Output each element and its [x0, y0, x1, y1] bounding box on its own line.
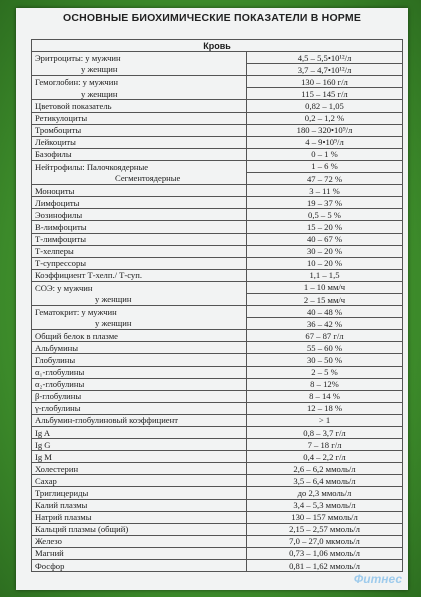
row-value: 55 – 60 % [247, 342, 403, 354]
row-value: 2 – 5 % [247, 366, 403, 378]
table-row [32, 451, 403, 463]
row-value: > 1 [247, 414, 403, 426]
table-row [32, 52, 403, 64]
table-row [32, 245, 403, 257]
row-label: Цветовой показатель [32, 100, 247, 112]
row-label: Калий плазмы [32, 499, 247, 511]
table-row [32, 475, 403, 487]
row-value: 1 – 6 % [247, 160, 403, 172]
row-value: 0,82 – 1,05 [247, 100, 403, 112]
row-value: 10 – 20 % [247, 257, 403, 269]
table-row [32, 112, 403, 124]
table-row [32, 88, 403, 100]
row-label: Коэффициент Т-хелп./ Т-суп. [32, 269, 247, 281]
table-row [32, 487, 403, 499]
row-value: 0,4 – 2,2 г/л [247, 451, 403, 463]
row-value: 7,0 – 27,0 мкмоль/л [247, 535, 403, 547]
row-label: Эозинофилы [32, 209, 247, 221]
row-label: Магний [32, 547, 247, 559]
row-value: 2 – 15 мм/ч [247, 293, 403, 305]
row-value: 180 – 320•10⁹/л [247, 124, 403, 136]
row-label: Тромбоциты [32, 124, 247, 136]
row-value: 47 – 72 % [247, 173, 403, 185]
table-row [32, 269, 403, 281]
row-value: 40 – 67 % [247, 233, 403, 245]
table-row [32, 523, 403, 535]
table-row [32, 100, 403, 112]
row-label: Моноциты [32, 185, 247, 197]
table-row [32, 173, 403, 185]
row-value: 8 – 12% [247, 378, 403, 390]
row-label: у женщин [32, 88, 247, 100]
row-value: 15 – 20 % [247, 221, 403, 233]
table-row [32, 148, 403, 160]
table-row [32, 64, 403, 76]
row-label: Альбумин-глобулиновый коэффициент [32, 414, 247, 426]
row-label: Ретикулоциты [32, 112, 247, 124]
row-label: Лейкоциты [32, 136, 247, 148]
table-row [32, 427, 403, 439]
row-label: γ-глобулины [32, 402, 247, 414]
row-value: до 2,3 ммоль/л [247, 487, 403, 499]
table-row [32, 185, 403, 197]
table-row [32, 366, 403, 378]
table-row [32, 197, 403, 209]
table-row [32, 535, 403, 547]
table-row [32, 209, 403, 221]
row-label: у женщин [32, 293, 247, 305]
row-label: β-глобулины [32, 390, 247, 402]
table-row [32, 354, 403, 366]
row-label: Фосфор [32, 560, 247, 572]
row-value: 40 – 48 % [247, 306, 403, 318]
table-row [32, 293, 403, 305]
row-label: Альбумины [32, 342, 247, 354]
table-row [32, 124, 403, 136]
row-label: α₂-глобулины [32, 378, 247, 390]
row-label: Базофилы [32, 148, 247, 160]
row-label: Сахар [32, 475, 247, 487]
row-label: Холестерин [32, 463, 247, 475]
row-label: Триглицериды [32, 487, 247, 499]
row-value: 3,7 – 4,7•10¹²/л [247, 64, 403, 76]
row-value: 4,5 – 5,5•10¹²/л [247, 52, 403, 64]
row-label: Лимфоциты [32, 197, 247, 209]
row-label: Гематокрит: у мужчин [32, 306, 247, 318]
paper-sheet [16, 8, 408, 590]
row-value: 12 – 18 % [247, 402, 403, 414]
row-value: 0 – 1 % [247, 148, 403, 160]
row-label: Железо [32, 535, 247, 547]
row-value: 115 – 145 г/л [247, 88, 403, 100]
row-value: 1,1 – 1,5 [247, 269, 403, 281]
row-value: 7 – 18 г/л [247, 439, 403, 451]
row-value: 0,5 – 5 % [247, 209, 403, 221]
row-value: 0,81 – 1,62 ммоль/л [247, 560, 403, 572]
row-value: 30 – 50 % [247, 354, 403, 366]
row-label: В-лимфоциты [32, 221, 247, 233]
row-label: Натрий плазмы [32, 511, 247, 523]
row-label: Общий белок в плазме [32, 330, 247, 342]
table-row [32, 390, 403, 402]
table-row [32, 136, 403, 148]
row-value: 130 – 157 ммоль/л [247, 511, 403, 523]
table-row [32, 342, 403, 354]
row-label: Ig A [32, 427, 247, 439]
table-row [32, 511, 403, 523]
table-row [32, 76, 403, 88]
table-row [32, 499, 403, 511]
row-value: 30 – 20 % [247, 245, 403, 257]
row-value: 19 – 37 % [247, 197, 403, 209]
watermark: Фитнес [353, 572, 402, 586]
row-label: Ig G [32, 439, 247, 451]
row-value: 1 – 10 мм/ч [247, 281, 403, 293]
row-value: 67 – 87 г/л [247, 330, 403, 342]
row-label: Нейтрофилы: Палочкоядерные [32, 160, 247, 172]
table-row [32, 330, 403, 342]
row-value: 2,15 – 2,57 ммоль/л [247, 523, 403, 535]
row-label: у женщин [32, 64, 247, 76]
row-label: Глобулины [32, 354, 247, 366]
section-header-row [32, 40, 403, 52]
table-row [32, 281, 403, 293]
row-label: Т-лимфоциты [32, 233, 247, 245]
table-row [32, 257, 403, 269]
row-value: 3,5 – 6,4 ммоль/л [247, 475, 403, 487]
row-value: 3,4 – 5,3 ммоль/л [247, 499, 403, 511]
row-value: 2,6 – 6,2 ммоль/л [247, 463, 403, 475]
table-row [32, 221, 403, 233]
row-value: 0,2 – 1,2 % [247, 112, 403, 124]
row-label: Сегментоядерные [32, 173, 247, 185]
row-value: 130 – 160 г/л [247, 76, 403, 88]
row-label: СОЭ: у мужчин [32, 281, 247, 293]
table-row [32, 463, 403, 475]
row-value: 4 – 9•10⁹/л [247, 136, 403, 148]
table-row [32, 547, 403, 559]
row-label: Т-супрессоры [32, 257, 247, 269]
table-row [32, 233, 403, 245]
row-label: Т-хелперы [32, 245, 247, 257]
table-row [32, 439, 403, 451]
row-value: 8 – 14 % [247, 390, 403, 402]
row-label: Гемоглобин: у мужчин [32, 76, 247, 88]
row-value: 3 – 11 % [247, 185, 403, 197]
row-value: 36 – 42 % [247, 318, 403, 330]
row-value: 0,73 – 1,06 ммоль/л [247, 547, 403, 559]
table-row [32, 560, 403, 572]
table-row [32, 160, 403, 172]
reference-table [31, 39, 403, 572]
table-row [32, 378, 403, 390]
table-row [32, 402, 403, 414]
page-title: ОСНОВНЫЕ БИОХИМИЧЕСКИЕ ПОКАЗАТЕЛИ В НОРМЕ [62, 12, 362, 24]
table-row [32, 306, 403, 318]
row-label: α₁-глобулины [32, 366, 247, 378]
section-header: Кровь [32, 40, 403, 52]
row-label: у женщин [32, 318, 247, 330]
row-label: Эритроциты: у мужчин [32, 52, 247, 64]
table-row [32, 414, 403, 426]
row-label: Ig M [32, 451, 247, 463]
row-value: 0,8 – 3,7 г/л [247, 427, 403, 439]
row-label: Кальций плазмы (общий) [32, 523, 247, 535]
table-row [32, 318, 403, 330]
